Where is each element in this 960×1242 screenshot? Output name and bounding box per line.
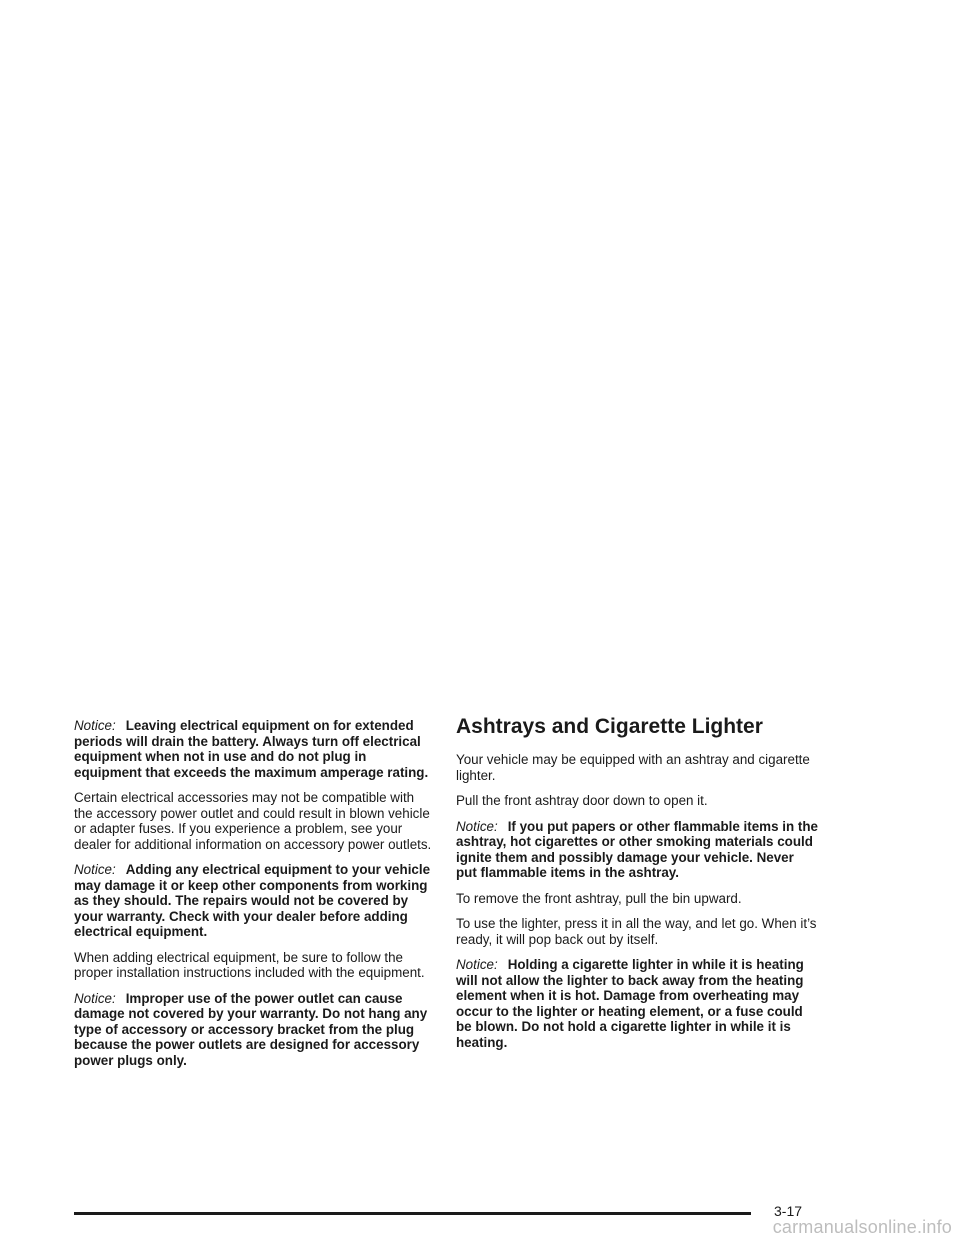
section-title: Ashtrays and Cigarette Lighter [456,715,763,738]
notice-text: Leaving electrical equipment on for extended periods will drain the battery. Always turn off electrical equipment when not in use and do not plug in equipment that exceeds the maximum amperage rating. [74,718,429,780]
notice-text: Improper use of the power outlet can cause damage not covered by your warranty. Do not hang any type of accessory or accessory bracket from the plug because the power outlets are designed for accessory power plugs only. [74,990,428,1068]
notice-label: Notice: [456,957,498,972]
body-paragraph: To remove the front ashtray, pull the bin upward. [456,890,742,906]
notice-label: Notice: [74,990,116,1006]
page-number: 3-17 [774,1203,803,1219]
notice-paragraph [74,718,436,780]
notice-paragraph [456,957,818,1050]
body-paragraph: When adding electrical equipment, be sure to follow the proper installation instructions included with the equipment. [74,949,425,980]
body-paragraph: Your vehicle may be equipped with an ashtray and cigarette lighter. [456,752,810,783]
body-paragraph: Certain electrical accessories may not be compatible with the accessory power outlet and could result in blown vehicle or adapter fuses. If you experience a problem, see your dealer for additional information on accessory power outlets. [74,790,432,852]
notice-paragraph [74,862,436,940]
notice-label: Notice: [74,862,116,877]
notice-label: Notice: [74,718,116,733]
body-paragraph: To use the lighter, press it in all the way, and let go. When it’s ready, it will pop back out by itself. [456,916,817,947]
notice-paragraph [74,991,436,1069]
notice-paragraph [456,819,818,881]
right-column [456,715,818,1060]
notice-label: Notice: [456,818,498,834]
body-paragraph: Pull the front ashtray door down to open it. [456,793,708,808]
notice-text: If you put papers or other flammable items in the ashtray, hot cigarettes or other smoking materials could ignite them and possibly damage your vehicle. Never put flammable items in the ashtray. [456,818,818,880]
notice-text: Adding any electrical equipment to your vehicle may damage it or keep other components from working as they should. The repairs would not be covered by your warranty. Check with your dealer before adding electrical equipment. [74,862,431,939]
footer-rule [74,1212,751,1215]
watermark: carmanualsonline.info [772,1217,952,1237]
left-column [74,718,436,1078]
notice-text: Holding a cigarette lighter in while it is heating will not allow the lighter to back away from the heating element when it is hot. Damage from overheating may occur to the lighter or heating element, or a fuse could be blown. Do not hold a cigarette lighter in while it is heating. [456,957,804,1050]
